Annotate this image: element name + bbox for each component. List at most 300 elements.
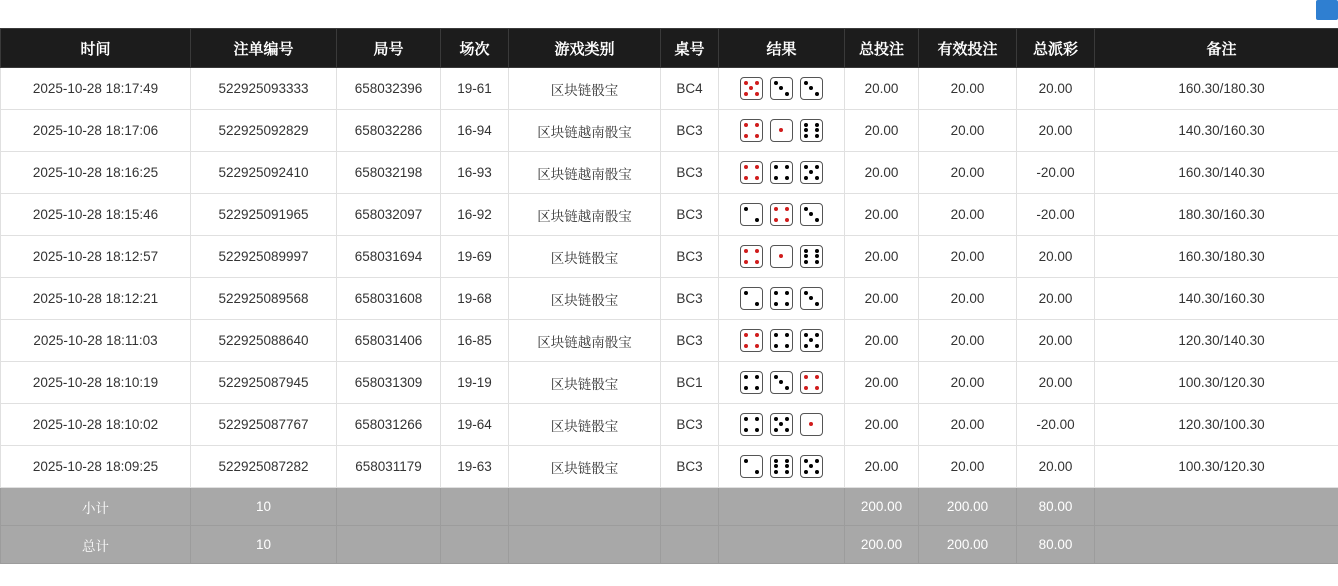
die-pip	[809, 428, 813, 432]
cell-game-type: 区块链骰宝	[509, 236, 661, 278]
die-face-6	[800, 119, 823, 142]
die-pip	[785, 207, 789, 211]
die-pip	[809, 260, 813, 264]
die-pip	[779, 218, 783, 222]
die-pip	[749, 212, 753, 216]
die-pip	[815, 296, 819, 300]
die-pip	[774, 176, 778, 180]
die-pip	[744, 123, 748, 127]
die-pip	[755, 212, 759, 216]
cell-game-type: 区块链越南骰宝	[509, 110, 661, 152]
cell-payout: -20.00	[1017, 194, 1095, 236]
die-pip	[815, 212, 819, 216]
die-face-5	[740, 77, 763, 100]
die-pip	[755, 170, 759, 174]
cell-round-no: 658032097	[337, 194, 441, 236]
cell-game-type: 区块链骰宝	[509, 68, 661, 110]
die-face-6	[770, 455, 793, 478]
cell-payout: -20.00	[1017, 404, 1095, 446]
die-pip	[774, 260, 778, 264]
die-pip	[809, 470, 813, 474]
die-pip	[749, 170, 753, 174]
cell-order-no: 522925088640	[191, 320, 337, 362]
summary-empty	[441, 488, 509, 526]
die-pip	[804, 470, 808, 474]
cell-remark: 100.30/120.30	[1095, 446, 1338, 488]
die-pip	[755, 380, 759, 384]
die-pip	[755, 134, 759, 138]
cell-result	[719, 194, 845, 236]
die-face-6	[800, 245, 823, 268]
die-pip	[815, 128, 819, 132]
die-pip	[785, 464, 789, 468]
column-header-result[interactable]: 结果	[719, 29, 845, 68]
die-pip	[744, 338, 748, 342]
die-pip	[804, 459, 808, 463]
die-pip	[749, 86, 753, 90]
die-pip	[744, 380, 748, 384]
table-row[interactable]	[1, 236, 1338, 278]
column-header-game-type[interactable]: 游戏类别	[509, 29, 661, 68]
die-face-3	[770, 77, 793, 100]
cell-session: 16-85	[441, 320, 509, 362]
table-row[interactable]	[1, 362, 1338, 404]
die-pip	[744, 459, 748, 463]
cell-payout: 20.00	[1017, 362, 1095, 404]
die-face-1	[770, 245, 793, 268]
summary-empty	[509, 488, 661, 526]
die-pip	[804, 212, 808, 216]
die-pip	[809, 380, 813, 384]
die-pip	[749, 417, 753, 421]
die-pip	[804, 302, 808, 306]
die-face-4	[740, 329, 763, 352]
cell-valid-bet: 20.00	[919, 194, 1017, 236]
cell-session: 19-64	[441, 404, 509, 446]
die-pip	[755, 218, 759, 222]
die-pip	[804, 333, 808, 337]
cell-remark: 160.30/180.30	[1095, 236, 1338, 278]
die-face-4	[800, 371, 823, 394]
die-pip	[785, 296, 789, 300]
die-pip	[785, 459, 789, 463]
die-pip	[749, 375, 753, 379]
die-pip	[779, 249, 783, 253]
column-header-valid-bet[interactable]: 有效投注	[919, 29, 1017, 68]
cell-game-type: 区块链越南骰宝	[509, 320, 661, 362]
die-pip	[785, 260, 789, 264]
cell-table-no: BC3	[661, 404, 719, 446]
die-face-5	[800, 455, 823, 478]
cell-order-no: 522925089568	[191, 278, 337, 320]
die-pip	[809, 176, 813, 180]
cell-time: 2025-10-28 18:12:57	[1, 236, 191, 278]
die-pip	[774, 92, 778, 96]
cell-session: 19-68	[441, 278, 509, 320]
cell-remark: 120.30/100.30	[1095, 404, 1338, 446]
die-pip	[815, 333, 819, 337]
die-pip	[779, 212, 783, 216]
cell-time: 2025-10-28 18:10:19	[1, 362, 191, 404]
die-pip	[744, 81, 748, 85]
die-pip	[744, 134, 748, 138]
die-pip	[779, 302, 783, 306]
die-pip	[804, 165, 808, 169]
cell-remark: 160.30/180.30	[1095, 68, 1338, 110]
die-pip	[744, 422, 748, 426]
die-pip	[749, 380, 753, 384]
die-pip	[774, 254, 778, 258]
die-pip	[785, 165, 789, 169]
dice-result-group	[723, 119, 840, 142]
die-pip	[809, 464, 813, 468]
die-pip	[785, 218, 789, 222]
die-pip	[809, 338, 813, 342]
cell-table-no: BC3	[661, 278, 719, 320]
cell-game-type: 区块链骰宝	[509, 446, 661, 488]
die-pip	[749, 386, 753, 390]
die-pip	[779, 81, 783, 85]
summary-row	[1, 488, 1338, 526]
die-pip	[804, 296, 808, 300]
summary-valid-bet: 200.00	[919, 526, 1017, 564]
die-pip	[749, 428, 753, 432]
die-pip	[755, 92, 759, 96]
cell-order-no: 522925087767	[191, 404, 337, 446]
die-pip	[744, 386, 748, 390]
die-pip	[774, 81, 778, 85]
die-pip	[749, 338, 753, 342]
die-pip	[744, 291, 748, 295]
die-face-4	[770, 329, 793, 352]
cell-total-bet: 20.00	[845, 110, 919, 152]
die-pip	[749, 207, 753, 211]
cell-remark: 100.30/120.30	[1095, 362, 1338, 404]
die-pip	[744, 333, 748, 337]
cell-result	[719, 446, 845, 488]
dice-result-group	[723, 371, 840, 394]
cell-round-no: 658032286	[337, 110, 441, 152]
cell-payout: 20.00	[1017, 278, 1095, 320]
die-pip	[785, 170, 789, 174]
die-pip	[809, 218, 813, 222]
die-pip	[749, 464, 753, 468]
column-header-total-bet[interactable]: 总投注	[845, 29, 919, 68]
die-pip	[785, 344, 789, 348]
die-pip	[809, 422, 813, 426]
die-pip	[755, 296, 759, 300]
cell-valid-bet: 20.00	[919, 110, 1017, 152]
column-header-remark[interactable]: 备注	[1095, 29, 1338, 68]
die-pip	[744, 254, 748, 258]
die-pip	[804, 422, 808, 426]
cell-total-bet: 20.00	[845, 68, 919, 110]
cell-remark: 160.30/140.30	[1095, 152, 1338, 194]
table-row[interactable]	[1, 194, 1338, 236]
die-pip	[779, 380, 783, 384]
die-pip	[809, 296, 813, 300]
die-pip	[785, 212, 789, 216]
cell-session: 19-19	[441, 362, 509, 404]
cell-order-no: 522925093333	[191, 68, 337, 110]
die-pip	[809, 333, 813, 337]
summary-empty	[337, 488, 441, 526]
die-pip	[744, 212, 748, 216]
cell-session: 19-63	[441, 446, 509, 488]
column-header-session[interactable]: 场次	[441, 29, 509, 68]
die-pip	[815, 207, 819, 211]
die-pip	[804, 344, 808, 348]
die-pip	[785, 123, 789, 127]
die-pip	[815, 428, 819, 432]
die-pip	[774, 165, 778, 169]
cell-total-bet: 20.00	[845, 320, 919, 362]
die-pip	[774, 344, 778, 348]
die-pip	[815, 170, 819, 174]
die-pip	[755, 128, 759, 132]
die-pip	[809, 92, 813, 96]
cell-table-no: BC1	[661, 362, 719, 404]
die-pip	[774, 338, 778, 342]
die-pip	[774, 375, 778, 379]
die-face-1	[770, 119, 793, 142]
cell-result	[719, 404, 845, 446]
die-pip	[744, 165, 748, 169]
die-face-4	[770, 287, 793, 310]
dice-result-group	[723, 329, 840, 352]
die-pip	[755, 428, 759, 432]
die-pip	[774, 123, 778, 127]
die-pip	[815, 176, 819, 180]
die-pip	[755, 338, 759, 342]
die-pip	[809, 86, 813, 90]
die-face-5	[800, 329, 823, 352]
cell-round-no: 658031608	[337, 278, 441, 320]
cell-order-no: 522925087945	[191, 362, 337, 404]
cell-order-no: 522925092829	[191, 110, 337, 152]
die-pip	[779, 260, 783, 264]
die-pip	[774, 470, 778, 474]
die-pip	[785, 380, 789, 384]
table-header	[1, 29, 1338, 68]
cell-valid-bet: 20.00	[919, 362, 1017, 404]
die-pip	[785, 422, 789, 426]
summary-empty	[719, 526, 845, 564]
die-pip	[815, 254, 819, 258]
die-pip	[815, 375, 819, 379]
die-pip	[779, 459, 783, 463]
die-pip	[774, 86, 778, 90]
cell-total-bet: 20.00	[845, 236, 919, 278]
die-pip	[815, 218, 819, 222]
cell-time: 2025-10-28 18:10:02	[1, 404, 191, 446]
summary-label: 总计	[1, 526, 191, 564]
top-strip	[0, 0, 1338, 22]
die-pip	[804, 417, 808, 421]
cell-result	[719, 68, 845, 110]
die-pip	[755, 165, 759, 169]
die-pip	[755, 470, 759, 474]
summary-empty	[1095, 488, 1338, 526]
cell-result	[719, 278, 845, 320]
die-pip	[755, 375, 759, 379]
die-pip	[804, 464, 808, 468]
summary-total-bet: 200.00	[845, 526, 919, 564]
die-pip	[785, 92, 789, 96]
table-row[interactable]	[1, 446, 1338, 488]
cell-time: 2025-10-28 18:17:06	[1, 110, 191, 152]
cell-game-type: 区块链越南骰宝	[509, 152, 661, 194]
table-row[interactable]	[1, 320, 1338, 362]
cell-time: 2025-10-28 18:11:03	[1, 320, 191, 362]
die-pip	[774, 386, 778, 390]
die-pip	[815, 86, 819, 90]
die-pip	[744, 86, 748, 90]
cell-round-no: 658031406	[337, 320, 441, 362]
cell-valid-bet: 20.00	[919, 236, 1017, 278]
cell-table-no: BC3	[661, 194, 719, 236]
dice-result-group	[723, 161, 840, 184]
cell-payout: 20.00	[1017, 320, 1095, 362]
table-row[interactable]	[1, 110, 1338, 152]
table-row[interactable]	[1, 278, 1338, 320]
die-pip	[809, 344, 813, 348]
die-pip	[809, 249, 813, 253]
cell-round-no: 658031694	[337, 236, 441, 278]
die-pip	[809, 386, 813, 390]
cell-order-no: 522925092410	[191, 152, 337, 194]
die-pip	[809, 165, 813, 169]
die-pip	[804, 380, 808, 384]
die-pip	[755, 302, 759, 306]
die-pip	[749, 344, 753, 348]
cell-valid-bet: 20.00	[919, 152, 1017, 194]
cell-time: 2025-10-28 18:17:49	[1, 68, 191, 110]
cell-valid-bet: 20.00	[919, 320, 1017, 362]
summary-empty	[509, 526, 661, 564]
cell-table-no: BC4	[661, 68, 719, 110]
cell-payout: -20.00	[1017, 152, 1095, 194]
die-pip	[779, 386, 783, 390]
die-pip	[815, 260, 819, 264]
die-pip	[785, 86, 789, 90]
die-face-4	[740, 245, 763, 268]
column-header-order-no[interactable]: 注单编号	[191, 29, 337, 68]
die-face-4	[740, 371, 763, 394]
top-right-action-button[interactable]	[1316, 0, 1338, 20]
die-pip	[804, 123, 808, 127]
die-pip	[755, 260, 759, 264]
die-pip	[749, 176, 753, 180]
table-row[interactable]	[1, 152, 1338, 194]
die-pip	[779, 128, 783, 132]
die-face-3	[800, 287, 823, 310]
die-pip	[774, 128, 778, 132]
cell-order-no: 522925089997	[191, 236, 337, 278]
die-pip	[815, 459, 819, 463]
column-header-time[interactable]: 时间	[1, 29, 191, 68]
die-pip	[749, 134, 753, 138]
column-header-payout[interactable]: 总派彩	[1017, 29, 1095, 68]
die-pip	[744, 296, 748, 300]
cell-payout: 20.00	[1017, 68, 1095, 110]
die-pip	[809, 81, 813, 85]
die-pip	[779, 333, 783, 337]
die-pip	[749, 470, 753, 474]
cell-round-no: 658031266	[337, 404, 441, 446]
die-pip	[744, 428, 748, 432]
summary-count: 10	[191, 488, 337, 526]
die-pip	[815, 380, 819, 384]
cell-remark: 120.30/140.30	[1095, 320, 1338, 362]
die-pip	[804, 218, 808, 222]
die-pip	[744, 176, 748, 180]
die-pip	[774, 134, 778, 138]
column-header-round-no[interactable]: 局号	[337, 29, 441, 68]
die-pip	[755, 344, 759, 348]
summary-empty	[337, 526, 441, 564]
die-pip	[785, 386, 789, 390]
die-pip	[774, 380, 778, 384]
cell-result	[719, 110, 845, 152]
cell-total-bet: 20.00	[845, 278, 919, 320]
cell-result	[719, 362, 845, 404]
column-header-table-no[interactable]: 桌号	[661, 29, 719, 68]
die-pip	[755, 422, 759, 426]
cell-payout: 20.00	[1017, 110, 1095, 152]
cell-total-bet: 20.00	[845, 362, 919, 404]
die-pip	[785, 428, 789, 432]
cell-round-no: 658032198	[337, 152, 441, 194]
cell-round-no: 658031179	[337, 446, 441, 488]
die-pip	[744, 470, 748, 474]
die-pip	[744, 344, 748, 348]
table-row[interactable]	[1, 404, 1338, 446]
die-pip	[749, 459, 753, 463]
cell-valid-bet: 20.00	[919, 404, 1017, 446]
cell-payout: 20.00	[1017, 446, 1095, 488]
die-pip	[755, 291, 759, 295]
die-pip	[755, 86, 759, 90]
cell-table-no: BC3	[661, 236, 719, 278]
die-face-3	[800, 77, 823, 100]
cell-round-no: 658032396	[337, 68, 441, 110]
die-pip	[779, 86, 783, 90]
die-pip	[779, 375, 783, 379]
die-pip	[774, 249, 778, 253]
cell-order-no: 522925087282	[191, 446, 337, 488]
die-pip	[779, 470, 783, 474]
die-pip	[774, 291, 778, 295]
die-pip	[815, 417, 819, 421]
die-pip	[785, 128, 789, 132]
die-pip	[815, 165, 819, 169]
summary-empty	[1095, 526, 1338, 564]
die-pip	[749, 302, 753, 306]
cell-table-no: BC3	[661, 446, 719, 488]
die-face-1	[800, 413, 823, 436]
summary-empty	[719, 488, 845, 526]
cell-result	[719, 236, 845, 278]
die-pip	[809, 375, 813, 379]
die-pip	[774, 464, 778, 468]
die-pip	[774, 212, 778, 216]
die-pip	[774, 207, 778, 211]
die-pip	[804, 86, 808, 90]
cell-table-no: BC3	[661, 320, 719, 362]
table-row[interactable]	[1, 68, 1338, 110]
die-pip	[809, 302, 813, 306]
